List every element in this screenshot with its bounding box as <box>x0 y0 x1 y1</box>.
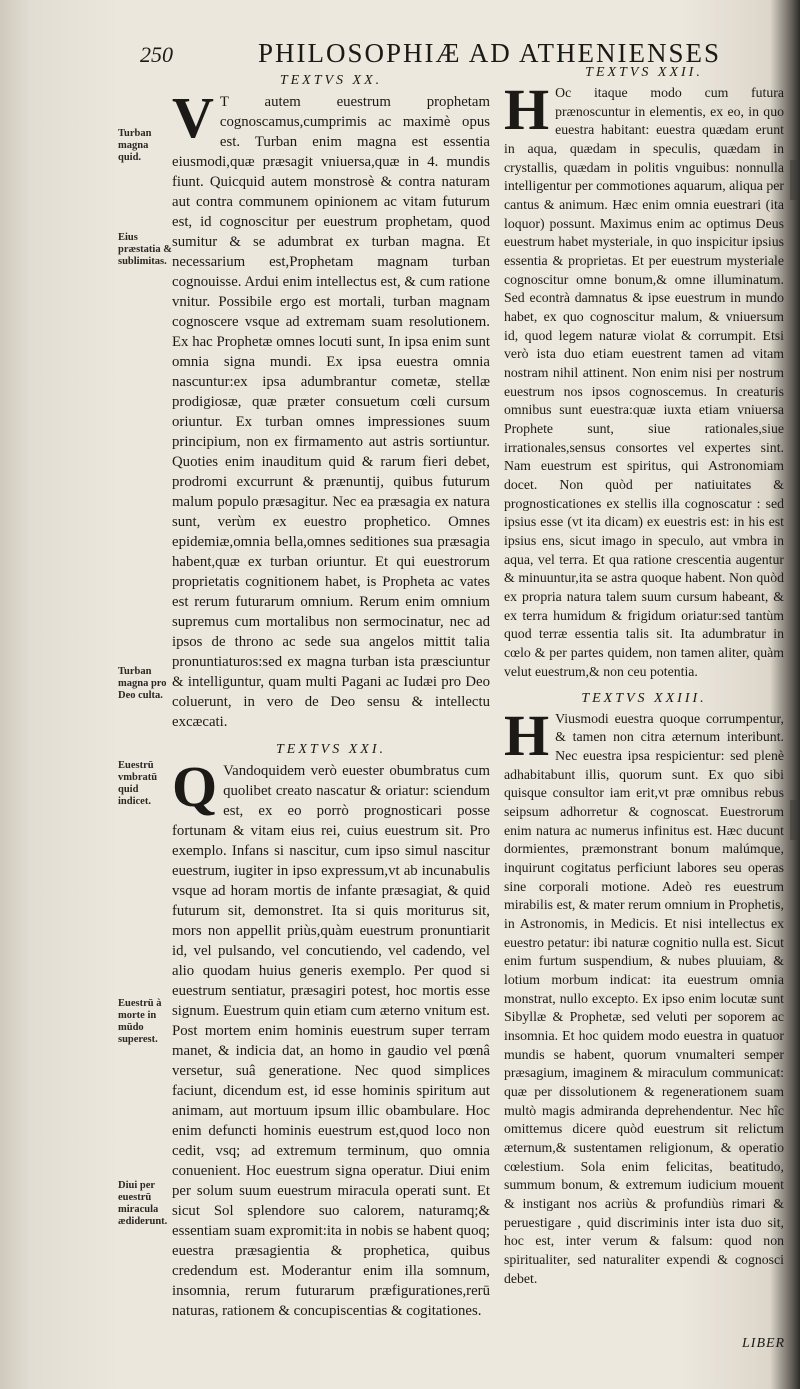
section-text: T autem euestrum prophetam cognoscamus,cumprimis ac maximè opus est. Turban enim magna est essentia eiusmodi,quæ præsagit vniuersa,quæ in 4. mundis fiunt. Quicquid autem monstrosè & contra naturam aut contra communem opinionem ac vitam futurum est, id cognoscitur per euestrum prophetam, quod sumitur & se adumbrat ex turban magna. Et necessarium est,Prophetam magnam turban cognouisse. Ardui enim intellectus est, & cum ratione vnitur. Possibile ergo est mortali, turban magnam cognoscere vsque ad extremam suam resolutionem. Ex hac Prophetæ omnes locuti sunt, In ipsa enim sunt omnia signa mundi. Ex ipsa euestra omnia nascuntur:ex ipsa adumbrantur cometæ, stellæ prodigiosæ, quæ præter consuetum cœli cursum oriuntur. Ex turban omnes impressiones suum principium, non ex firmamento aut astris sortiuntur. Quoties enim inauditum quid & rarum fieri debet, prodromi excurrunt & prænuntij, quibus futurum malum populo præsagitur. Nec ea præsagia ex natura sunt, verùm ex euestro prophetico. Omnes epidemiæ,omnia bella,omnes seditiones sua præsagia habent,quæ ex turban oriuntur. Et qui euestrorum proprietatis cognitionem habet, is Propheta ac vates est rerum futurarum omnium. Rerum enim omnium supremus cum mortalibus non sermocinatur, nec ad ipsos de throno ac sede sua angelos mittit talia pronuntiaturos:sed ex magna turban ista præsciuntur & intelliguntur, quam multi Pagani ac Iudæi pro Deo coluerunt, in vero de Deo sensu & intellectu excæcati. <box>172 94 490 731</box>
textus-section <box>172 72 490 733</box>
section-text: Viusmodi euestra quoque corrumpentur, & tamen non citra æternum interibunt. Nec euestra ipsa respicientur: sed plenè adhabitabunt illis, quorum sunt. Ex quo sibi quisque consultor iam erit,vt præ omnibus rebus seipsum adhorretur & cognoscat. Euestrorum enim natura ac numerus infinitus est. Hæc ducunt dormientes, præmonstrant bonum malúmque, inquirunt cogitatus perficiunt labores seu operas sine corporali motione. Adeò res euestrum mirabilis est, & mater rerum omnium in Prophetis, in Astronomis, in Medicis. Et nisi intellectus ex euestro petatur: ibi naturæ cognitio nulla est. Sicut enim furtum suspendium, & nubes pluuiam, & lotium morbum indicat: ita euestrum omnia monstrat, nullo excepto. Ex ipso enim locutæ sunt Sibyllæ & Prophetæ, sed veluti per soporem ac insomnia. Et hoc quidem modo euestra in quatuor mundis se habent, quorum vnumalteri semper præsagium, imaginem & miraculum communicat: quæ per dissolutionem & regenerationem suam multò magis admiranda deprehendentur. Nec hîc omittemus dicere quòd euestrum sit relictum æternum,& sustentamen religionum, & operatio cœlestium. Sola enim felicitas, beatitudo, summum bonum, & extremum iudicium mouent & instigant nos acriùs & profundiùs rimari & peruestigare , quid discriminis inter ista duo sit, hoc est, inter verum & falsum: quod non spiritualiter, sed naturaliter expendi & cognosci debet. <box>504 710 784 1286</box>
drop-cap: H <box>504 702 550 768</box>
section-heading: TEXTVS XX. <box>279 73 383 88</box>
margin-note: Euestrū vmbratū quid indicet. <box>118 760 158 807</box>
section-body <box>504 702 784 1289</box>
facing-page-edge <box>790 800 798 840</box>
margin-note: Turban magna pro Deo culta. <box>118 666 167 701</box>
drop-cap: Q <box>172 753 218 819</box>
section-body <box>504 77 784 682</box>
section-text: Vandoquidem verò euester obumbratus cum quolibet creato nascatur & oriatur: sciendum est, ex eo porrò prognosticari posse fortunam & vitam eius rei, cuius euestrum sit. Pro exemplo. Infans si nascitur, cum ipso simul nascitur euestrum, iugiter in ipso expressum,vt ab incunabulis vsque ad horam mortis de infante præsagiat, & quid futurum sit, demonstret. Ita si quis moriturus sit, mors non appellit priùs,quàm euestrum pronuntiarit id, vel pulsando, vel concutiendo, vel cadendo, vel alio quodam huius generis exemplo. Per quod si euestrum sentiatur, præsagiri potest, hoc mortis esse signum. Euestrum quin etiam cum æterno vnitum est. Post mortem enim hominis euestrum super terram manet, & indicia dat, an homo in gaudio vel pœnâ versetur, suâ generatione. Nec quod simplices faciunt, dicendum est, id esse hominis spiritum aut animam, aut mortuum ipsum illic obambulare. Hoc enim defuncti hominis euestrum est,quod loco non cedit, vsq; ad extremum terminum, quo omnia conuenient. Hoc euestrum signa operatur. Diui enim per solum suum euestrum miracula operati sunt. Et sicut Sol splendore suo calorem, naturamq;& essentiam suam expromit:ita in nobis se habent quoq; euestra præsagientia & prophetica, quibus credendum est. Moderantur enim illa somnum, insomnia, rerum futurarum præfigurationes,rerū naturas, rationem & concupiscentias & cogitationes. <box>172 762 490 1319</box>
page-number: 250 <box>140 42 173 67</box>
section-body <box>172 753 490 1321</box>
margin-note: Turban magna quid. <box>118 128 152 163</box>
section-body <box>172 85 490 733</box>
margin-note: Eius præstatia & sublimitas. <box>118 232 172 267</box>
facing-page-edge <box>790 160 798 200</box>
section-heading: TEXTVS XXII. <box>585 65 703 80</box>
margin-note: Euestrū à morte in mūdo superest. <box>118 998 162 1045</box>
margin-note: Diui per euestrū miracula ædiderunt. <box>118 1180 168 1227</box>
catchword: LIBER <box>742 1336 786 1351</box>
textus-section <box>504 64 784 682</box>
drop-cap: V <box>172 85 214 150</box>
section-heading: TEXTVS XXIII. <box>581 690 707 706</box>
section-heading: TEXTVS XXI. <box>276 741 386 757</box>
right-column <box>504 64 784 1296</box>
drop-cap: H <box>504 77 550 142</box>
section-text: Oc itaque modo cum futura prænoscuntur in elementis, ex eo, in quo euestra habitant: euestra quædam erunt in aqua, quædam in speculis, quædam in crystallis, quædam in politis vnguibus: nonnulla intelligentur per commotiones aquarum, aliqua per cantus & animum. Hæc enim omnia euestrari (ita loquor) possunt. Maximus enim ac optimus Deus euestrum habet mysteriale, in quo inspicitur ipsius essentia & proprietas. Et per euestrum mysteriale cognoscitur omne bonum,& omne illuminatum. Sed econtrà damnatus & ipse euestrum in mundo habet, ex quo cognoscitur malum, & vniuersum id, quod legem naturæ violat & corrumpit. Etsi verò ista duo etiam euestrent tamen ad vitam nostram nihil attinent. Non enim nisi per nostrum euestrum nos ipsos cognoscemus. In creaturis omnibus sunt euestra:quæ iuxta etiam vniuersa Prophete sunt, siue rationales,siue irrationales,sensus consortes vel expertes sint. Nam euestrum est spiritus, qui Astronomiam docet. Non quòd per natiuitates & prognosticationes ex stellis illa cognoscatur : sed ipsius esse (vt ita dicam) ex euestris est: in his est ipsius ens, sicut imago in speculo, aut vmbra in aqua, vel terra. Et qua ratione crescentia augentur & minuuntur,ita se astra quoque habent. Non quòd ex propria natura talem suum cursum habeant, & ex terra humidum & frigidum oriatur:sed tantùm quod terræ essentia talis sit. Ita adumbratur in cœlo & per partes quidem, non tamen aliter, quàm velut euestrum,& non ceu potentia. <box>504 85 784 679</box>
left-column <box>172 72 490 1329</box>
running-title: PHILOSOPHIÆ AD ATHENIENSES <box>258 38 722 68</box>
textus-section <box>172 741 490 1321</box>
textus-section <box>504 690 784 1289</box>
